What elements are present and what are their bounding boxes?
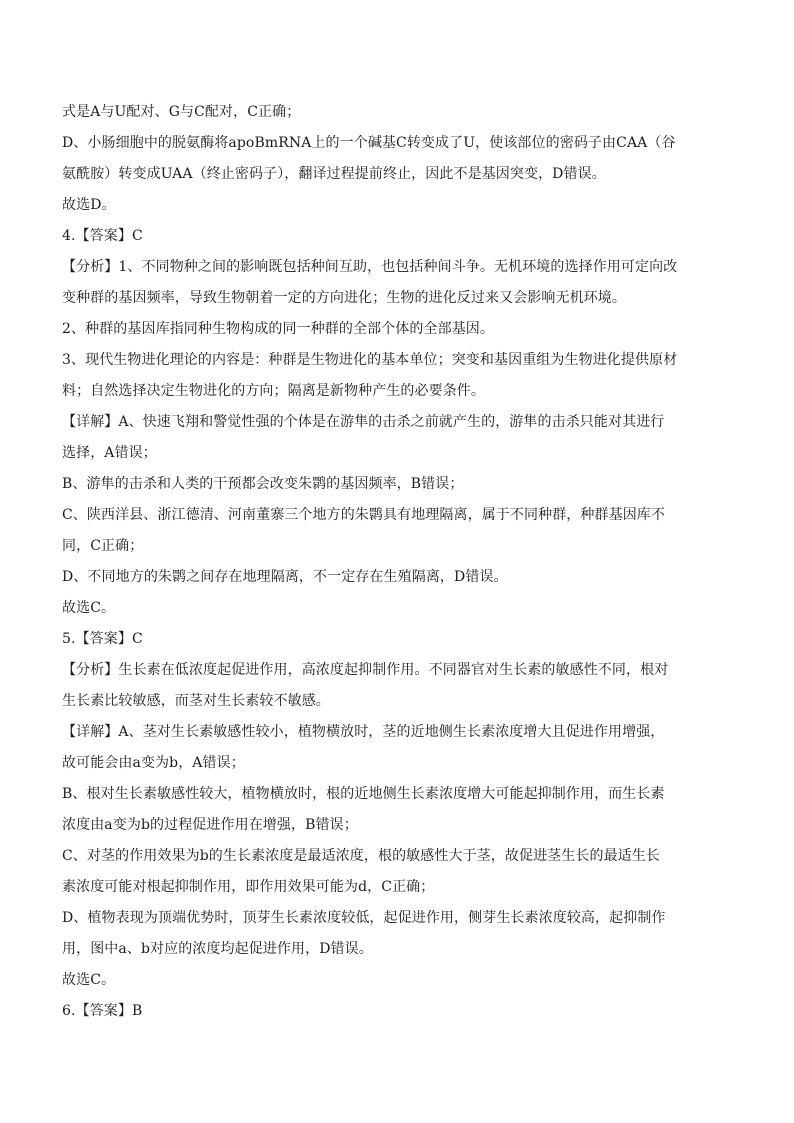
text-line: 3、现代生物进化理论的内容是：种群是生物进化的基本单位；突变和基因重组为生物进化提供原材 <box>62 352 678 368</box>
text-line: 料；自然选择决定生物进化的方向；隔离是新物种产生的必要条件。 <box>62 383 485 399</box>
text-line: 2、种群的基因库指同种生物构成的同一种群的全部个体的全部基因。 <box>62 321 495 337</box>
text-line: B、根对生长素敏感性较大，植物横放时，根的近地侧生长素浓度增大可能起抑制作用，而生长素 <box>62 786 665 802</box>
text-line: 式是A与U配对、G与C配对，C正确； <box>62 104 301 120</box>
text-line: 浓度由a变为b的过程促进作用在增强，B错误； <box>62 817 358 833</box>
text-line: D、小肠细胞中的脱氨酶将apoBmRNA上的一个碱基C转变成了U，使该部位的密码子由CAA（谷 <box>62 135 676 151</box>
text-line: B、游隼的击杀和人类的干预都会改变朱鹮的基因频率，B错误； <box>62 476 464 492</box>
text-line: 故可能会由a变为b，A错误； <box>62 755 245 771</box>
text-line: C、对茎的作用效果为b的生长素浓度是最适浓度，根的敏感性大于茎，故促进茎生长的最适生长 <box>62 848 660 864</box>
answer-text-body <box>62 97 734 1027</box>
text-line: 【分析】生长素在低浓度起促进作用，高浓度起抑制作用。不同器官对生长素的敏感性不同，根对 <box>62 662 669 678</box>
answer-heading-4: 4.【答案】C <box>62 228 143 244</box>
text-line: 【详解】A、快速飞翔和警觉性强的个体是在游隼的击杀之前就产生的，游隼的击杀只能对其进行 <box>62 414 665 430</box>
text-line: 【详解】A、茎对生长素敏感性较小，植物横放时，茎的近地侧生长素浓度增大且促进作用增强， <box>62 724 665 740</box>
text-line: 故选C。 <box>62 600 116 616</box>
text-line: D、不同地方的朱鹮之间存在地理隔离，不一定存在生殖隔离，D错误。 <box>62 569 508 585</box>
text-line: 选择，A错误； <box>62 445 157 461</box>
answer-heading-5: 5.【答案】C <box>62 631 143 647</box>
text-line: 故选C。 <box>62 972 116 988</box>
text-line: C、陕西洋县、浙江德清、河南董寨三个地方的朱鹮具有地理隔离，属于不同种群，种群基因库不 <box>62 507 666 523</box>
answer-heading-6: 6.【答案】B <box>62 1003 143 1019</box>
text-line: 用，图中a、b对应的浓度均起促进作用，D错误。 <box>62 941 373 957</box>
text-line: 生长素比较敏感，而茎对生长素较不敏感。 <box>62 693 330 709</box>
text-line: 【分析】1、不同物种之间的影响既包括种间互助，也包括种间斗争。无机环境的选择作用可定向改 <box>62 259 678 275</box>
text-line: 故选D。 <box>62 197 116 213</box>
text-line: 同，C正确； <box>62 538 144 554</box>
text-line: 氨酰胺）转变成UAA（终止密码子），翻译过程提前终止，因此不是基因突变，D错误。 <box>62 166 606 182</box>
text-line: 变种群的基因频率，导致生物朝着一定的方向进化；生物的进化反过来又会影响无机环境。 <box>62 290 626 306</box>
text-line: 素浓度可能对根起抑制作用，即作用效果可能为d，C正确； <box>62 879 435 895</box>
text-line: D、植物表现为顶端优势时，顶芽生长素浓度较低，起促进作用，侧芽生长素浓度较高，起抑制作 <box>62 910 666 926</box>
